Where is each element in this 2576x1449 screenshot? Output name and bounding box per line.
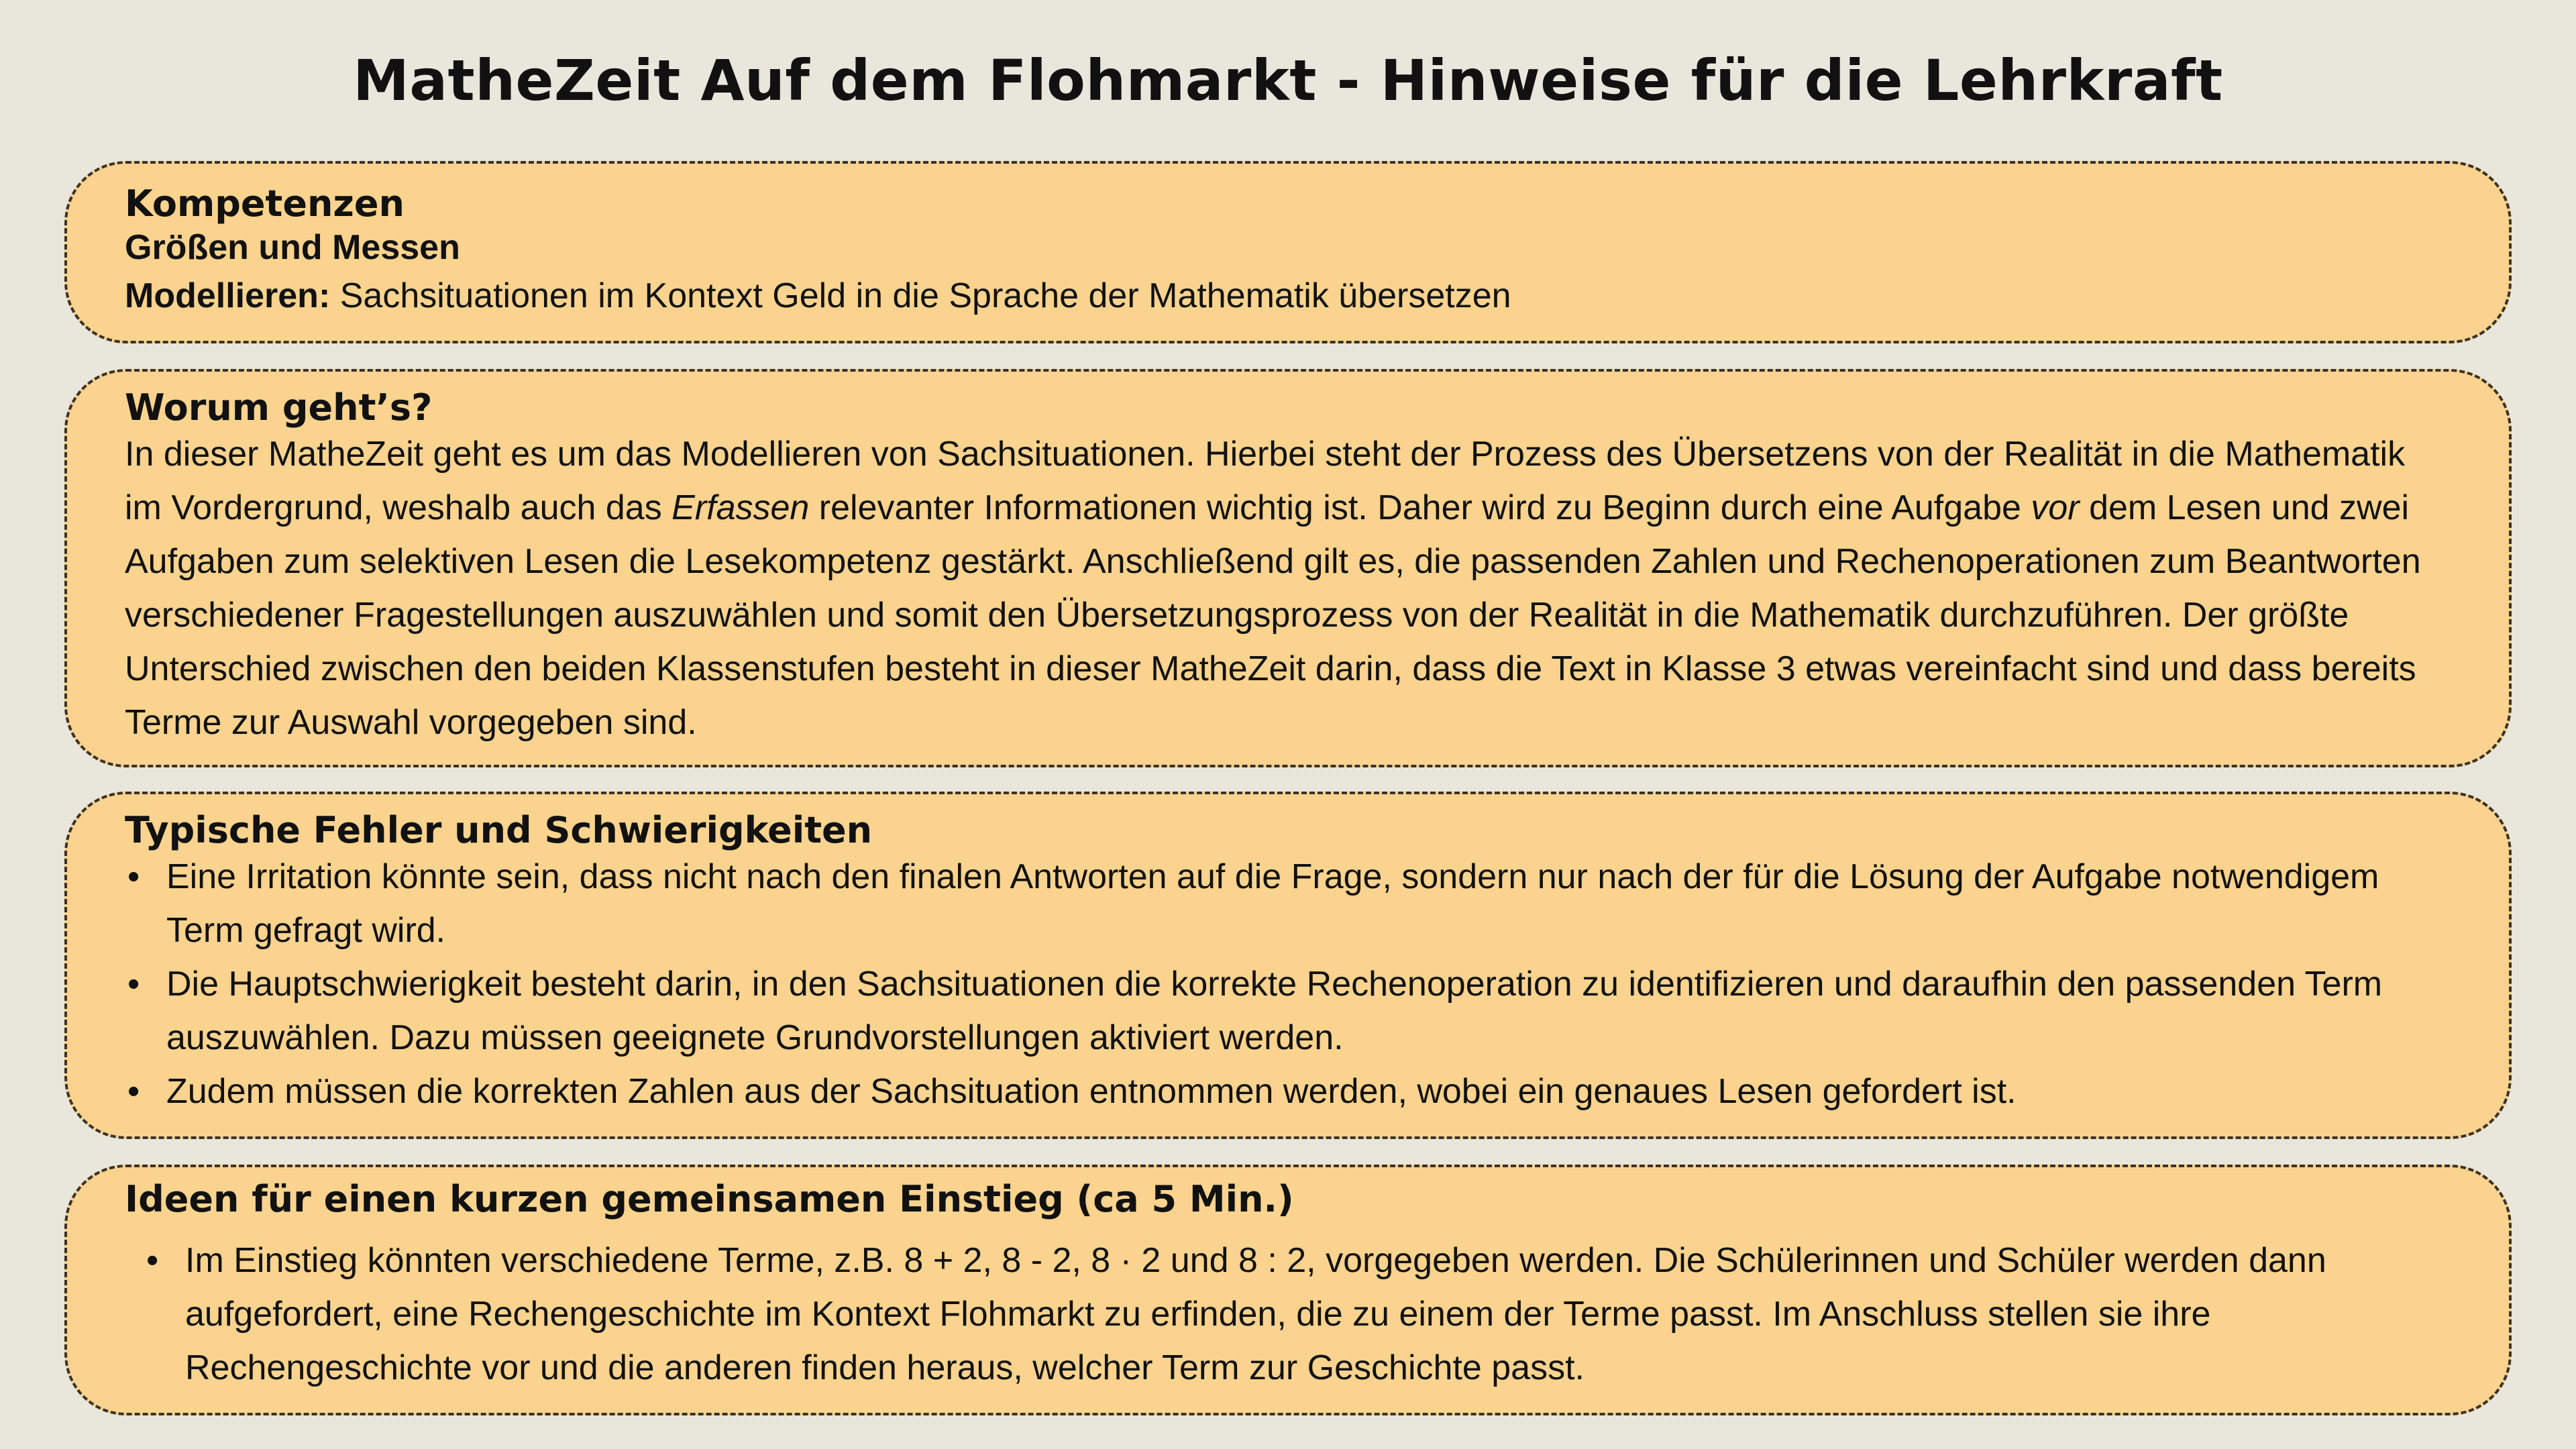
fehler-box: [64, 792, 2512, 1139]
worum-emphasis-vor: vor: [2031, 488, 2080, 528]
fehler-heading: Typische Fehler und Schwierigkeiten: [125, 809, 873, 851]
modellieren-text: Sachsituationen im Kontext Geld in die Sprache der Mathematik übersetzen: [330, 276, 1511, 316]
list-item-text: Im Einstieg könnten verschiedene Terme, z.B. 8 + 2, 8 - 2, 8 · 2 und 8 : 2, vorgegeben werden. Die Schülerinnen und Schüler werden dann aufgefordert, eine Rechengeschichte im Kontext Flohmarkt zu erfinden, die zu einem der Terme passt. Im Anschluss stellen sie ihre Rechengeschichte vor und die anderen finden heraus, welcher Term zur Geschichte passt.: [185, 1241, 2326, 1388]
worum-box: [64, 369, 2512, 767]
worum-text-part2: relevanter Informationen wichtig ist. Daher wird zu Beginn durch eine Aufgabe: [809, 488, 2031, 528]
worum-emphasis-erfassen: Erfassen: [672, 488, 810, 528]
bullet-icon: •: [146, 1241, 159, 1281]
page-title: MatheZeit Auf dem Flohmarkt - Hinweise für die Lehrkraft: [353, 48, 2223, 113]
list-item-text: Zudem müssen die korrekten Zahlen aus der Sachsituation entnommen werden, wobei ein genaues Lesen gefordert ist.: [166, 1072, 2017, 1112]
list-item-text: Die Hauptschwierigkeit besteht darin, in den Sachsituationen die korrekte Rechenoperation zu identifizieren und daraufhin den passenden Term auszuwählen. Dazu müssen geeignete Grundvorstellungen aktiviert werden.: [166, 965, 2383, 1058]
ideen-list: [146, 1234, 2449, 1395]
worum-heading: Worum geht’s?: [125, 386, 433, 429]
list-item-text: Eine Irritation könnte sein, dass nicht nach den finalen Antworten auf die Frage, sondern nur nach der für die Lösung der Aufgabe notwendigem Term gefragt wird.: [166, 857, 2379, 951]
worum-paragraph: [125, 427, 2449, 749]
kompetenzen-box: [64, 161, 2512, 343]
bullet-icon: •: [127, 1072, 140, 1112]
worum-text-part3: dem Lesen und zwei Aufgaben zum selektiven Lesen die Lesekompetenz gestärkt. Anschließend gilt es, die passenden Zahlen und Rechenoperationen zum Beantworten verschiedener Fragestellungen auszuwählen und somit den Übersetzungsprozess von der Realität in die Mathematik durchzuführen. Der größte Unterschied zwischen den beiden Klassenstufen besteht in dieser MatheZeit darin, dass die Text in Klasse 3 etwas vereinfacht sind und dass bereits Terme zur Auswahl vorgegeben sind.: [125, 488, 2421, 743]
kompetenzen-modellieren-line: [125, 272, 2449, 320]
kompetenzen-heading: Kompetenzen: [125, 182, 405, 225]
ideen-box: [64, 1165, 2512, 1415]
list-item: [127, 850, 2449, 957]
worum-text-part1: In dieser MatheZeit geht es um das Modellieren von Sachsituationen. Hierbei steht der Prozess des Übersetzens von der Realität in die Mathematik im Vordergrund, weshalb auch das: [125, 435, 2406, 528]
bullet-icon: •: [127, 965, 140, 1004]
kompetenzen-groessen-line: Größen und Messen: [125, 228, 460, 268]
ideen-heading: Ideen für einen kurzen gemeinsamen Einstieg (ca 5 Min.): [125, 1178, 1294, 1220]
list-item: [127, 1065, 2449, 1118]
fehler-list: [127, 850, 2449, 1118]
list-item: [127, 957, 2449, 1065]
list-item: [146, 1234, 2449, 1395]
bullet-icon: •: [127, 857, 140, 897]
modellieren-label: Modellieren:: [125, 276, 331, 316]
